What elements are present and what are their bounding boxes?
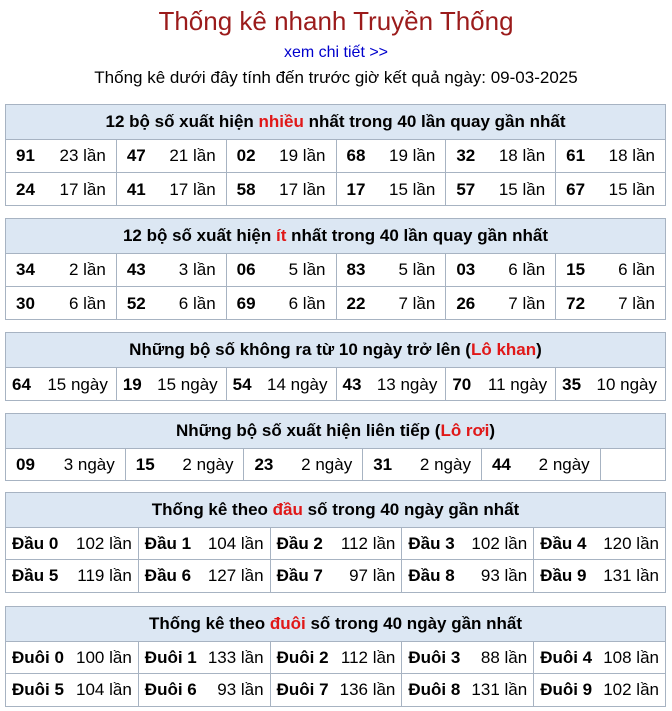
cell-count: 13 ngày [376,374,438,394]
cell-number: Đuôi 6 [144,680,197,699]
cell-count: 133 lần [207,647,264,667]
cell-count: 136 lần [339,680,396,699]
highlight-word: Lô khan [470,340,537,359]
cell-number: 31 [373,455,393,474]
cell-count: 88 lần [480,647,528,667]
cell-number: Đuôi 9 [540,680,593,699]
most-cell [445,173,555,206]
cell-number: Đuôi 4 [540,647,593,667]
cell-count: 7 lần [508,293,546,313]
least-cell [116,287,226,320]
cell-number: Đầu 1 [144,533,192,553]
cell-number: 72 [566,293,586,313]
cell-number: 34 [16,260,35,279]
least-cell [6,287,116,320]
most-cell [116,140,226,173]
cell-number: 15 [566,260,586,279]
khan-cell [116,368,226,401]
least-cell [555,287,665,320]
cell-number: Đuôi 0 [12,647,64,667]
cell-count: 102 lần [471,533,528,553]
highlight-word: Lô rơi [440,421,490,440]
section-header: Thống kê theo đầu số trong 40 ngày gần nhất [6,493,665,528]
cell-count: 3 lần [178,260,216,279]
least-cell [226,287,336,320]
cell-number: Đuôi 3 [408,647,461,667]
lo-khan-section [5,332,666,401]
least-cell [226,254,336,287]
cell-count: 15 ngày [157,374,218,394]
duoi-cell [6,674,138,706]
roi-cell [6,449,125,481]
cell-number: Đuôi 5 [12,680,64,699]
number-grid [6,254,665,320]
cell-number: Đuôi 1 [144,647,197,667]
cell-number: 70 [452,374,472,394]
cell-count: 11 ngày [487,374,548,394]
cell-count: 2 ngày [301,455,353,474]
cell-count: 17 lần [59,179,106,199]
cell-count: 93 lần [480,566,528,585]
most-cell [226,140,336,173]
section-header: Những bộ số xuất hiện liên tiếp (Lô rơi) [6,414,665,449]
cell-count: 2 ngày [538,455,590,474]
cell-count: 15 ngày [47,374,108,394]
cell-number: 19 [122,374,142,394]
cell-number: 35 [562,374,582,394]
dau-stats-section [5,492,666,593]
dau-cell [138,560,270,592]
cell-count: 112 lần [340,533,396,553]
cell-count: 2 lần [68,260,106,279]
cell-count: 7 lần [618,293,655,313]
duoi-cell [138,674,270,706]
cell-count: 18 lần [608,146,655,165]
duoi-cell [533,674,665,706]
cell-number: 22 [346,293,366,313]
cell-count: 17 lần [279,179,326,199]
cell-count: 131 lần [603,566,659,585]
cell-count: 97 lần [349,566,396,585]
cell-count: 93 lần [217,680,264,699]
cell-count: 5 lần [398,260,436,279]
duoi-cell [270,674,402,706]
cell-number: 64 [12,374,31,394]
section-header: 12 bộ số xuất hiện nhiều nhất trong 40 lần quay gần nhất [6,105,665,140]
most-cell [336,173,446,206]
cell-number: 47 [126,146,146,165]
duoi-cell [401,674,533,706]
dau-cell [270,560,402,592]
khan-cell [445,368,555,401]
cell-count: 6 lần [618,260,655,279]
cell-number: 02 [236,146,256,165]
section-header: Thống kê theo đuôi số trong 40 ngày gần nhất [6,607,665,642]
dau-cell [270,528,402,560]
cell-count: 10 ngày [596,374,657,394]
least-cell [445,287,555,320]
highlight-word: đuôi [269,614,306,633]
cell-count: 23 lần [59,146,106,165]
duoi-cell [401,642,533,674]
cell-number: 32 [456,146,476,165]
cell-number: 41 [126,179,146,199]
dau-cell [138,528,270,560]
cell-count: 102 lần [603,680,659,699]
number-grid [6,368,665,401]
cell-number: Đầu 2 [276,533,323,553]
cell-number: 44 [491,455,511,474]
cell-count: 108 lần [603,647,659,667]
roi-cell [125,449,244,481]
cell-count: 7 lần [398,293,436,313]
khan-cell [555,368,665,401]
cell-number: 83 [346,260,366,279]
roi-cell [362,449,481,481]
cell-count: 17 lần [169,179,216,199]
cell-count: 21 lần [169,146,216,165]
cell-number: 43 [342,374,362,394]
cell-count: 102 lần [76,533,132,553]
cell-count: 112 lần [340,647,396,667]
cell-number: 17 [346,179,366,199]
duoi-cell [533,642,665,674]
least-cell [116,254,226,287]
cell-number: Đầu 3 [408,533,455,553]
dau-cell [401,560,533,592]
cell-number: Đuôi 2 [276,647,329,667]
least-cell [336,254,446,287]
cell-count: 127 lần [207,566,264,585]
cell-number: 15 [135,455,155,474]
cell-count: 120 lần [603,533,659,553]
cell-count: 6 lần [508,260,546,279]
cell-number: 91 [16,146,35,165]
cell-number: Đầu 0 [12,533,59,553]
cell-count: 6 lần [68,293,106,313]
cell-count: 104 lần [76,680,132,699]
least-frequent-section [5,218,666,320]
cell-number: 26 [456,293,476,313]
cell-number: 30 [16,293,35,313]
khan-cell [226,368,336,401]
cell-number: 09 [16,455,35,474]
cell-number: Đầu 7 [276,566,323,585]
section-header: 12 bộ số xuất hiện ít nhất trong 40 lần quay gần nhất [6,219,665,254]
cell-count: 131 lần [471,680,528,699]
number-grid [6,449,665,481]
cell-count: 2 ngày [182,455,234,474]
cell-count: 100 lần [76,647,132,667]
cell-count: 15 lần [498,179,546,199]
cell-number: 68 [346,146,366,165]
cell-number: 06 [236,260,256,279]
cell-number: 43 [126,260,146,279]
cell-number: 58 [236,179,256,199]
cell-number: Đuôi 7 [276,680,329,699]
duoi-cell [138,642,270,674]
cell-number: 69 [236,293,256,313]
cell-number: 57 [456,179,476,199]
most-cell [336,140,446,173]
cell-number: 23 [254,455,274,474]
cell-count: 119 lần [77,566,132,585]
view-details-link[interactable]: xem chi tiết >> [283,44,389,61]
most-frequent-section [5,104,666,206]
number-grid [6,528,665,592]
least-cell [6,254,116,287]
roi-cell [243,449,362,481]
cell-count: 6 lần [288,293,326,313]
cell-count: 15 lần [608,179,655,199]
dau-cell [6,560,138,592]
cell-number: 61 [566,146,586,165]
khan-cell [6,368,116,401]
lo-roi-section [5,413,666,481]
cell-count: 6 lần [178,293,216,313]
cell-count: 2 ngày [419,455,471,474]
cell-count: 104 lần [207,533,264,553]
cell-count: 5 lần [288,260,326,279]
most-cell [555,140,665,173]
highlight-word: nhiều [258,112,304,131]
most-cell [555,173,665,206]
roi-cell [481,449,600,481]
cell-number: 52 [126,293,146,313]
cell-number: Đầu 6 [144,566,192,585]
cell-number: Đầu 4 [540,533,587,553]
cell-count: 19 lần [389,146,436,165]
cell-number: 03 [456,260,476,279]
duoi-cell [6,642,138,674]
least-cell [555,254,665,287]
duoi-stats-section [5,606,666,707]
duoi-cell [270,642,402,674]
dau-cell [533,528,665,560]
least-cell [445,254,555,287]
dau-cell [401,528,533,560]
most-cell [6,140,116,173]
cell-count: 14 ngày [267,374,328,394]
cell-number: Đầu 9 [540,566,587,585]
cell-number: 67 [566,179,586,199]
most-cell [226,173,336,206]
highlight-word: ít [276,226,287,245]
cell-count: 19 lần [279,146,326,165]
cell-count: 18 lần [498,146,546,165]
dau-cell [533,560,665,592]
most-cell [6,173,116,206]
dau-cell [6,528,138,560]
empty-cell [600,449,665,481]
page-title: Thống kê nhanh Truyền Thống [158,6,514,36]
section-header: Những bộ số không ra từ 10 ngày trở lên (Lô khan) [6,333,665,368]
most-cell [445,140,555,173]
cell-number: 54 [232,374,252,394]
cell-number: Đuôi 8 [408,680,461,699]
number-grid [6,642,665,706]
page-subtitle: Thống kê dưới đây tính đến trước giờ kết quả ngày: 09-03-2025 [94,68,578,87]
khan-cell [336,368,446,401]
cell-number: 24 [16,179,35,199]
highlight-word: đầu [272,500,303,519]
number-grid [6,140,665,206]
most-cell [116,173,226,206]
cell-number: Đầu 5 [12,566,59,585]
cell-number: Đầu 8 [408,566,455,585]
least-cell [336,287,446,320]
cell-count: 15 lần [389,179,436,199]
cell-count: 3 ngày [63,455,115,474]
